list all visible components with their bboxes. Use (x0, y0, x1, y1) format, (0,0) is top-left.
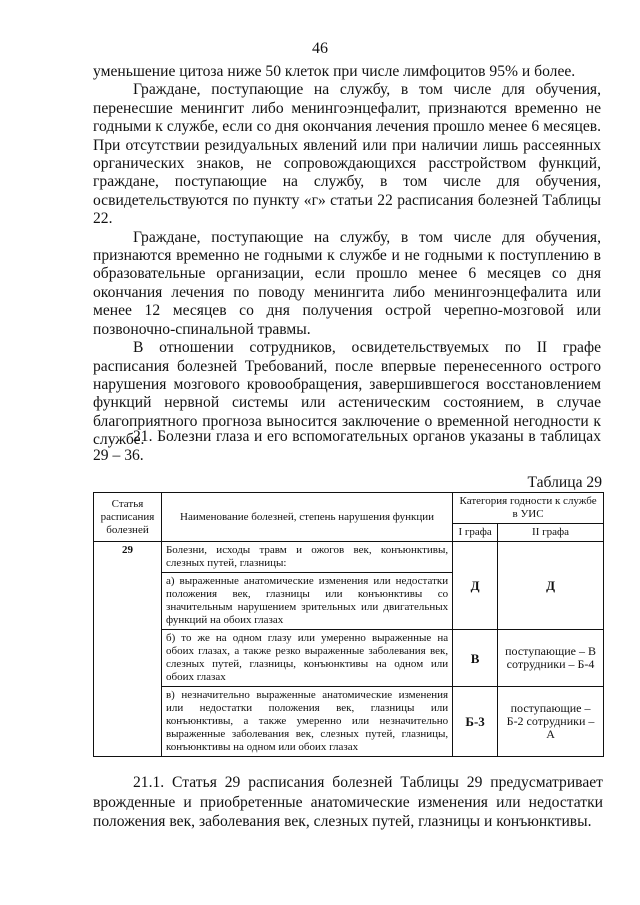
row-c-col2: поступающие – Б-2 сотрудники – А (498, 687, 604, 757)
page-number: 46 (312, 40, 328, 57)
row-b-col1: В (453, 630, 498, 687)
table-header-row (94, 493, 604, 524)
header-category: Категория годности к службе в УИС (453, 493, 604, 524)
row-c-desc: в) незначительно выраженные анатомические изменения или недостатки положения век, глазницы или конъюнктивы, а также умеренно или незначительно выраженные заболевания век, слезных путей, глазницы, конъюнктивы на одном или обоих глазах (161, 687, 452, 757)
row-a-col1: Д (453, 542, 498, 630)
table-row (94, 687, 604, 757)
header-col2: II графа (498, 524, 604, 542)
article-intro: Болезни, исходы травм и ожогов век, конъюнктивы, слезных путей, глазницы: (165, 544, 449, 569)
section-21-1 (93, 773, 603, 832)
section-21-1-text: 21.1. Статья 29 расписания болезней Таблицы 29 предусматривает врожденные и приобретенные анатомические изменения или недостатки положения век, заболевания век, слезных путей, глазницы и конъюнктивы. (93, 774, 603, 830)
paragraph: Граждане, поступающие на службу, в том числе для обучения, перенесшие менингит либо менингоэнцефалит, признаются временно не годными к службе, если со дня окончания лечения прошло менее 6 месяцев. При отсутствии резидуальных явлений или при наличии лишь рассеянных органических знаков, не сопровождающихся расстройством функций, граждане, поступающие на службу, в том числе для обучения, освидетельствуются по пункту «г» статьи 22 расписания болезней Таблицы 22. (93, 81, 601, 228)
row-a-desc-cell (161, 542, 452, 630)
row-c-col1: Б-3 (453, 687, 498, 757)
diseases-table (93, 492, 604, 757)
row-b-desc: б) то же на одном глазу или умеренно выраженные на обоих глазах, а также резко выраженные заболевания век, слезных путей, глазницы, конъюнктивы на одном или обоих глазах (161, 630, 452, 687)
paragraph: уменьшение цитоза ниже 50 клеток при числе лимфоцитов 95% и более. (93, 63, 576, 80)
section-21-text: 21. Болезни глаза и его вспомогательных органов указаны в таблицах 29 – 36. (93, 428, 601, 464)
row-a-col2: Д (498, 542, 604, 630)
header-article: Статья расписания болезней (94, 493, 162, 542)
paragraph: В отношении сотрудников, освидетельствуемых по II графе расписания болезней Требований, после впервые перенесенного острого нарушения мозгового кровообращения, завершившегося восстановлением функций нервной системы или астеническим состоянием, в случае благоприятного прогноза выносится заключение о временной негодности к службе. (93, 339, 601, 449)
paragraph: Граждане, поступающие на службу, в том числе для обучения, признаются временно не годными к службе и не годными к поступлению в образовательные организации, если прошло менее 6 месяцев со дня окончания лечения по поводу менингита либо менингоэнцефалита или менее 12 месяцев со дня получения острой черепно-мозговой или позвоночно-спинальной травмы. (93, 228, 601, 338)
section-21 (93, 427, 601, 465)
row-a-desc: а) выраженные анатомические изменения или недостатки положения век, глазницы или конъюнктивы со значительным нарушением зрительных или двигательных функций на обоих глазах (162, 572, 452, 627)
article-number: 29 (94, 542, 162, 757)
body-text (93, 63, 601, 450)
header-name: Наименование болезней, степень нарушения функции (161, 493, 452, 542)
table-caption: Таблица 29 (527, 474, 602, 491)
row-b-col2: поступающие – В сотрудники – Б-4 (498, 630, 604, 687)
header-col1: I графа (453, 524, 498, 542)
table-row (94, 542, 604, 630)
table-row (94, 630, 604, 687)
